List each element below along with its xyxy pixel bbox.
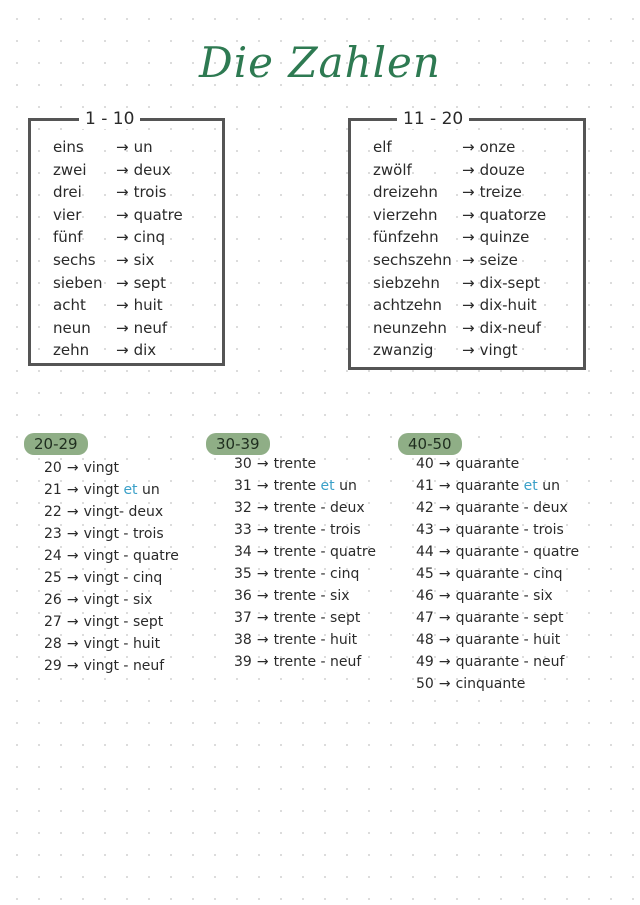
arrow-icon: → xyxy=(438,654,451,670)
german-word: fünfzehn xyxy=(373,228,439,247)
arrow-icon: → xyxy=(256,500,269,516)
arrow-icon: → xyxy=(462,273,475,292)
number: 42 xyxy=(416,500,434,516)
list-item xyxy=(44,524,164,544)
french-word: vingt - six xyxy=(83,592,153,608)
list-item xyxy=(416,586,553,606)
french-word: quarante - quatre xyxy=(455,544,580,560)
arrow-icon: → xyxy=(66,636,79,652)
page-title: Die Zahlen xyxy=(199,38,441,87)
french-word: vingt et un xyxy=(83,482,160,498)
german-word: dreizehn xyxy=(373,183,438,202)
french-word: vingt - trois xyxy=(83,526,164,542)
french-word: quatre xyxy=(133,205,183,224)
list-item xyxy=(53,182,166,202)
german-word: eins xyxy=(53,138,84,156)
arrow-icon: → xyxy=(438,544,451,560)
list-item xyxy=(53,205,183,225)
french-word: trente - cinq xyxy=(273,566,360,582)
french-word: trente - sept xyxy=(273,610,361,626)
arrow-icon: → xyxy=(116,318,129,337)
arrow-icon: → xyxy=(66,548,79,564)
list-item xyxy=(416,498,568,518)
arrow-icon: → xyxy=(116,296,129,315)
german-word: zwölf xyxy=(373,160,412,179)
list-item xyxy=(373,182,522,202)
box-1-10 xyxy=(28,109,225,366)
list-item xyxy=(373,160,525,180)
arrow-icon: → xyxy=(256,544,269,560)
number: 27 xyxy=(44,614,62,630)
arrow-icon: → xyxy=(438,632,451,648)
french-word: sept xyxy=(133,273,167,292)
french-word: neuf xyxy=(133,318,168,337)
box-11-20-heading: 11 - 20 xyxy=(397,109,469,129)
french-word: trente - deux xyxy=(273,500,365,516)
number: 43 xyxy=(416,522,434,538)
german-word: sieben xyxy=(53,273,103,292)
german-word: zwei xyxy=(53,160,87,179)
arrow-icon: → xyxy=(256,456,269,472)
arrow-icon: → xyxy=(438,566,451,582)
arrow-icon: → xyxy=(116,138,129,156)
number: 48 xyxy=(416,632,434,648)
arrow-icon: → xyxy=(462,160,475,179)
number: 45 xyxy=(416,566,434,582)
arrow-icon: → xyxy=(116,273,129,292)
number: 38 xyxy=(234,632,252,648)
arrow-icon: → xyxy=(116,183,129,202)
list-item xyxy=(234,630,357,650)
heading-40-50: 40-50 xyxy=(398,433,462,455)
french-word: trente - huit xyxy=(273,632,358,648)
arrow-icon: → xyxy=(256,478,269,494)
list-item xyxy=(416,454,519,474)
list-item xyxy=(373,227,529,247)
heading-20-29: 20-29 xyxy=(24,433,88,455)
arrow-icon: → xyxy=(256,654,269,670)
number: 32 xyxy=(234,500,252,516)
arrow-icon: → xyxy=(256,632,269,648)
list-item xyxy=(234,476,357,496)
arrow-icon: → xyxy=(256,588,269,604)
list-item xyxy=(44,590,152,610)
number: 50 xyxy=(416,676,434,692)
number: 41 xyxy=(416,478,434,494)
number: 37 xyxy=(234,610,252,626)
list-item xyxy=(416,564,563,584)
number: 34 xyxy=(234,544,252,560)
french-word: trois xyxy=(133,183,167,202)
french-word: vingt - sept xyxy=(83,614,164,630)
french-word: vingt xyxy=(479,341,518,360)
arrow-icon: → xyxy=(462,183,475,202)
french-word: huit xyxy=(133,296,163,315)
box-11-20 xyxy=(348,109,586,370)
arrow-icon: → xyxy=(438,500,451,516)
french-word: vingt - neuf xyxy=(83,658,165,674)
number: 35 xyxy=(234,566,252,582)
french-word: dix-huit xyxy=(479,296,537,315)
list-item xyxy=(53,295,163,315)
list-item xyxy=(44,458,119,478)
french-word: six xyxy=(133,251,155,269)
list-item xyxy=(234,542,376,562)
french-word: un xyxy=(133,138,153,156)
list-item xyxy=(373,295,537,315)
number: 31 xyxy=(234,478,252,494)
number: 21 xyxy=(44,482,62,498)
french-word: quarante et un xyxy=(455,478,560,494)
arrow-icon: → xyxy=(438,522,451,538)
arrow-icon: → xyxy=(116,205,129,224)
number: 40 xyxy=(416,456,434,472)
list-item xyxy=(416,674,525,694)
arrow-icon: → xyxy=(66,504,79,520)
number: 26 xyxy=(44,592,62,608)
german-word: fünf xyxy=(53,228,83,247)
arrow-icon: → xyxy=(66,460,79,476)
french-word: quinze xyxy=(479,228,530,247)
number: 25 xyxy=(44,570,62,586)
french-word: dix xyxy=(133,341,157,360)
list-item xyxy=(416,520,564,540)
list-item xyxy=(416,542,579,562)
arrow-icon: → xyxy=(462,341,475,360)
arrow-icon: → xyxy=(462,138,475,156)
french-word: vingt - huit xyxy=(83,636,161,652)
german-word: drei xyxy=(53,183,82,202)
number: 30 xyxy=(234,456,252,472)
german-word: siebzehn xyxy=(373,273,440,292)
list-item xyxy=(234,520,361,540)
german-word: zehn xyxy=(53,341,90,360)
french-word: quarante - deux xyxy=(455,500,568,516)
list-item xyxy=(53,273,166,293)
french-word: dix-neuf xyxy=(479,318,542,337)
german-word: neun xyxy=(53,318,91,337)
list-item xyxy=(44,568,162,588)
number: 39 xyxy=(234,654,252,670)
arrow-icon: → xyxy=(66,614,79,630)
arrow-icon: → xyxy=(462,251,475,269)
arrow-icon: → xyxy=(116,228,129,247)
arrow-icon: → xyxy=(438,610,451,626)
list-item xyxy=(373,318,541,338)
number: 49 xyxy=(416,654,434,670)
list-item xyxy=(373,205,546,225)
list-item xyxy=(416,630,560,650)
box-1-10-heading: 1 - 10 xyxy=(79,109,140,129)
list-item xyxy=(44,656,164,676)
french-word: seize xyxy=(479,251,518,269)
list-item xyxy=(373,273,540,293)
list-item xyxy=(53,227,165,247)
arrow-icon: → xyxy=(438,588,451,604)
french-word: trente - neuf xyxy=(273,654,362,670)
list-item xyxy=(53,160,171,180)
french-word: cinq xyxy=(133,228,166,247)
arrow-icon: → xyxy=(256,566,269,582)
list-item xyxy=(416,476,560,496)
list-item xyxy=(234,586,350,606)
french-word: quarante - neuf xyxy=(455,654,565,670)
french-word: trente - quatre xyxy=(273,544,376,560)
french-word: deux xyxy=(133,160,171,179)
arrow-icon: → xyxy=(116,341,129,360)
arrow-icon: → xyxy=(66,526,79,542)
list-item xyxy=(53,340,156,360)
arrow-icon: → xyxy=(462,318,475,337)
french-word: trente - six xyxy=(273,588,350,604)
list-item xyxy=(416,652,564,672)
french-word: quarante - cinq xyxy=(455,566,563,582)
arrow-icon: → xyxy=(116,251,129,269)
french-word: quarante - huit xyxy=(455,632,561,648)
french-word: trente - trois xyxy=(273,522,361,538)
arrow-icon: → xyxy=(66,570,79,586)
french-word: quarante xyxy=(455,456,520,472)
number: 20 xyxy=(44,460,62,476)
list-item xyxy=(234,564,359,584)
arrow-icon: → xyxy=(116,160,129,179)
french-word: trente xyxy=(273,456,317,472)
arrow-icon: → xyxy=(438,676,451,692)
french-word: vingt xyxy=(83,460,119,476)
french-word: onze xyxy=(479,138,516,156)
number: 28 xyxy=(44,636,62,652)
number: 36 xyxy=(234,588,252,604)
number: 24 xyxy=(44,548,62,564)
arrow-icon: → xyxy=(438,478,451,494)
list-item xyxy=(44,502,163,522)
list-item xyxy=(44,634,160,654)
french-word: quarante - sept xyxy=(455,610,564,626)
arrow-icon: → xyxy=(256,522,269,538)
german-word: acht xyxy=(53,296,86,315)
arrow-icon: → xyxy=(66,658,79,674)
french-word: vingt- deux xyxy=(83,504,164,520)
german-word: sechszehn xyxy=(373,251,452,269)
arrow-icon: → xyxy=(462,228,475,247)
number: 46 xyxy=(416,588,434,604)
french-word: trente et un xyxy=(273,478,357,494)
french-word: douze xyxy=(479,160,525,179)
french-word: cinquante xyxy=(455,676,526,692)
german-word: vier xyxy=(53,205,82,224)
list-item xyxy=(234,608,360,628)
list-item xyxy=(234,454,316,474)
list-item xyxy=(53,137,153,157)
german-word: achtzehn xyxy=(373,296,442,315)
heading-30-39: 30-39 xyxy=(206,433,270,455)
arrow-icon: → xyxy=(66,592,79,608)
arrow-icon: → xyxy=(462,296,475,315)
list-item xyxy=(234,498,365,518)
arrow-icon: → xyxy=(438,456,451,472)
list-item xyxy=(373,250,518,270)
german-word: zwanzig xyxy=(373,341,434,360)
german-word: vierzehn xyxy=(373,205,438,224)
french-word: quarante - trois xyxy=(455,522,564,538)
number: 47 xyxy=(416,610,434,626)
list-item xyxy=(373,137,515,157)
list-item xyxy=(373,340,518,360)
french-word: dix-sept xyxy=(479,273,541,292)
arrow-icon: → xyxy=(256,610,269,626)
french-word: quarante - six xyxy=(455,588,553,604)
number: 44 xyxy=(416,544,434,560)
german-word: elf xyxy=(373,138,392,156)
list-item xyxy=(44,546,179,566)
list-item xyxy=(416,608,563,628)
number: 22 xyxy=(44,504,62,520)
french-word: vingt - cinq xyxy=(83,570,163,586)
number: 23 xyxy=(44,526,62,542)
list-item xyxy=(234,652,361,672)
german-word: sechs xyxy=(53,251,96,269)
french-word: treize xyxy=(479,183,522,202)
number: 29 xyxy=(44,658,62,674)
french-word: vingt - quatre xyxy=(83,548,179,564)
german-word: neunzehn xyxy=(373,318,447,337)
number: 33 xyxy=(234,522,252,538)
list-item xyxy=(53,318,167,338)
list-item xyxy=(53,250,154,270)
list-item xyxy=(44,612,163,632)
arrow-icon: → xyxy=(462,205,475,224)
arrow-icon: → xyxy=(66,482,79,498)
list-item xyxy=(44,480,160,500)
french-word: quatorze xyxy=(479,205,547,224)
